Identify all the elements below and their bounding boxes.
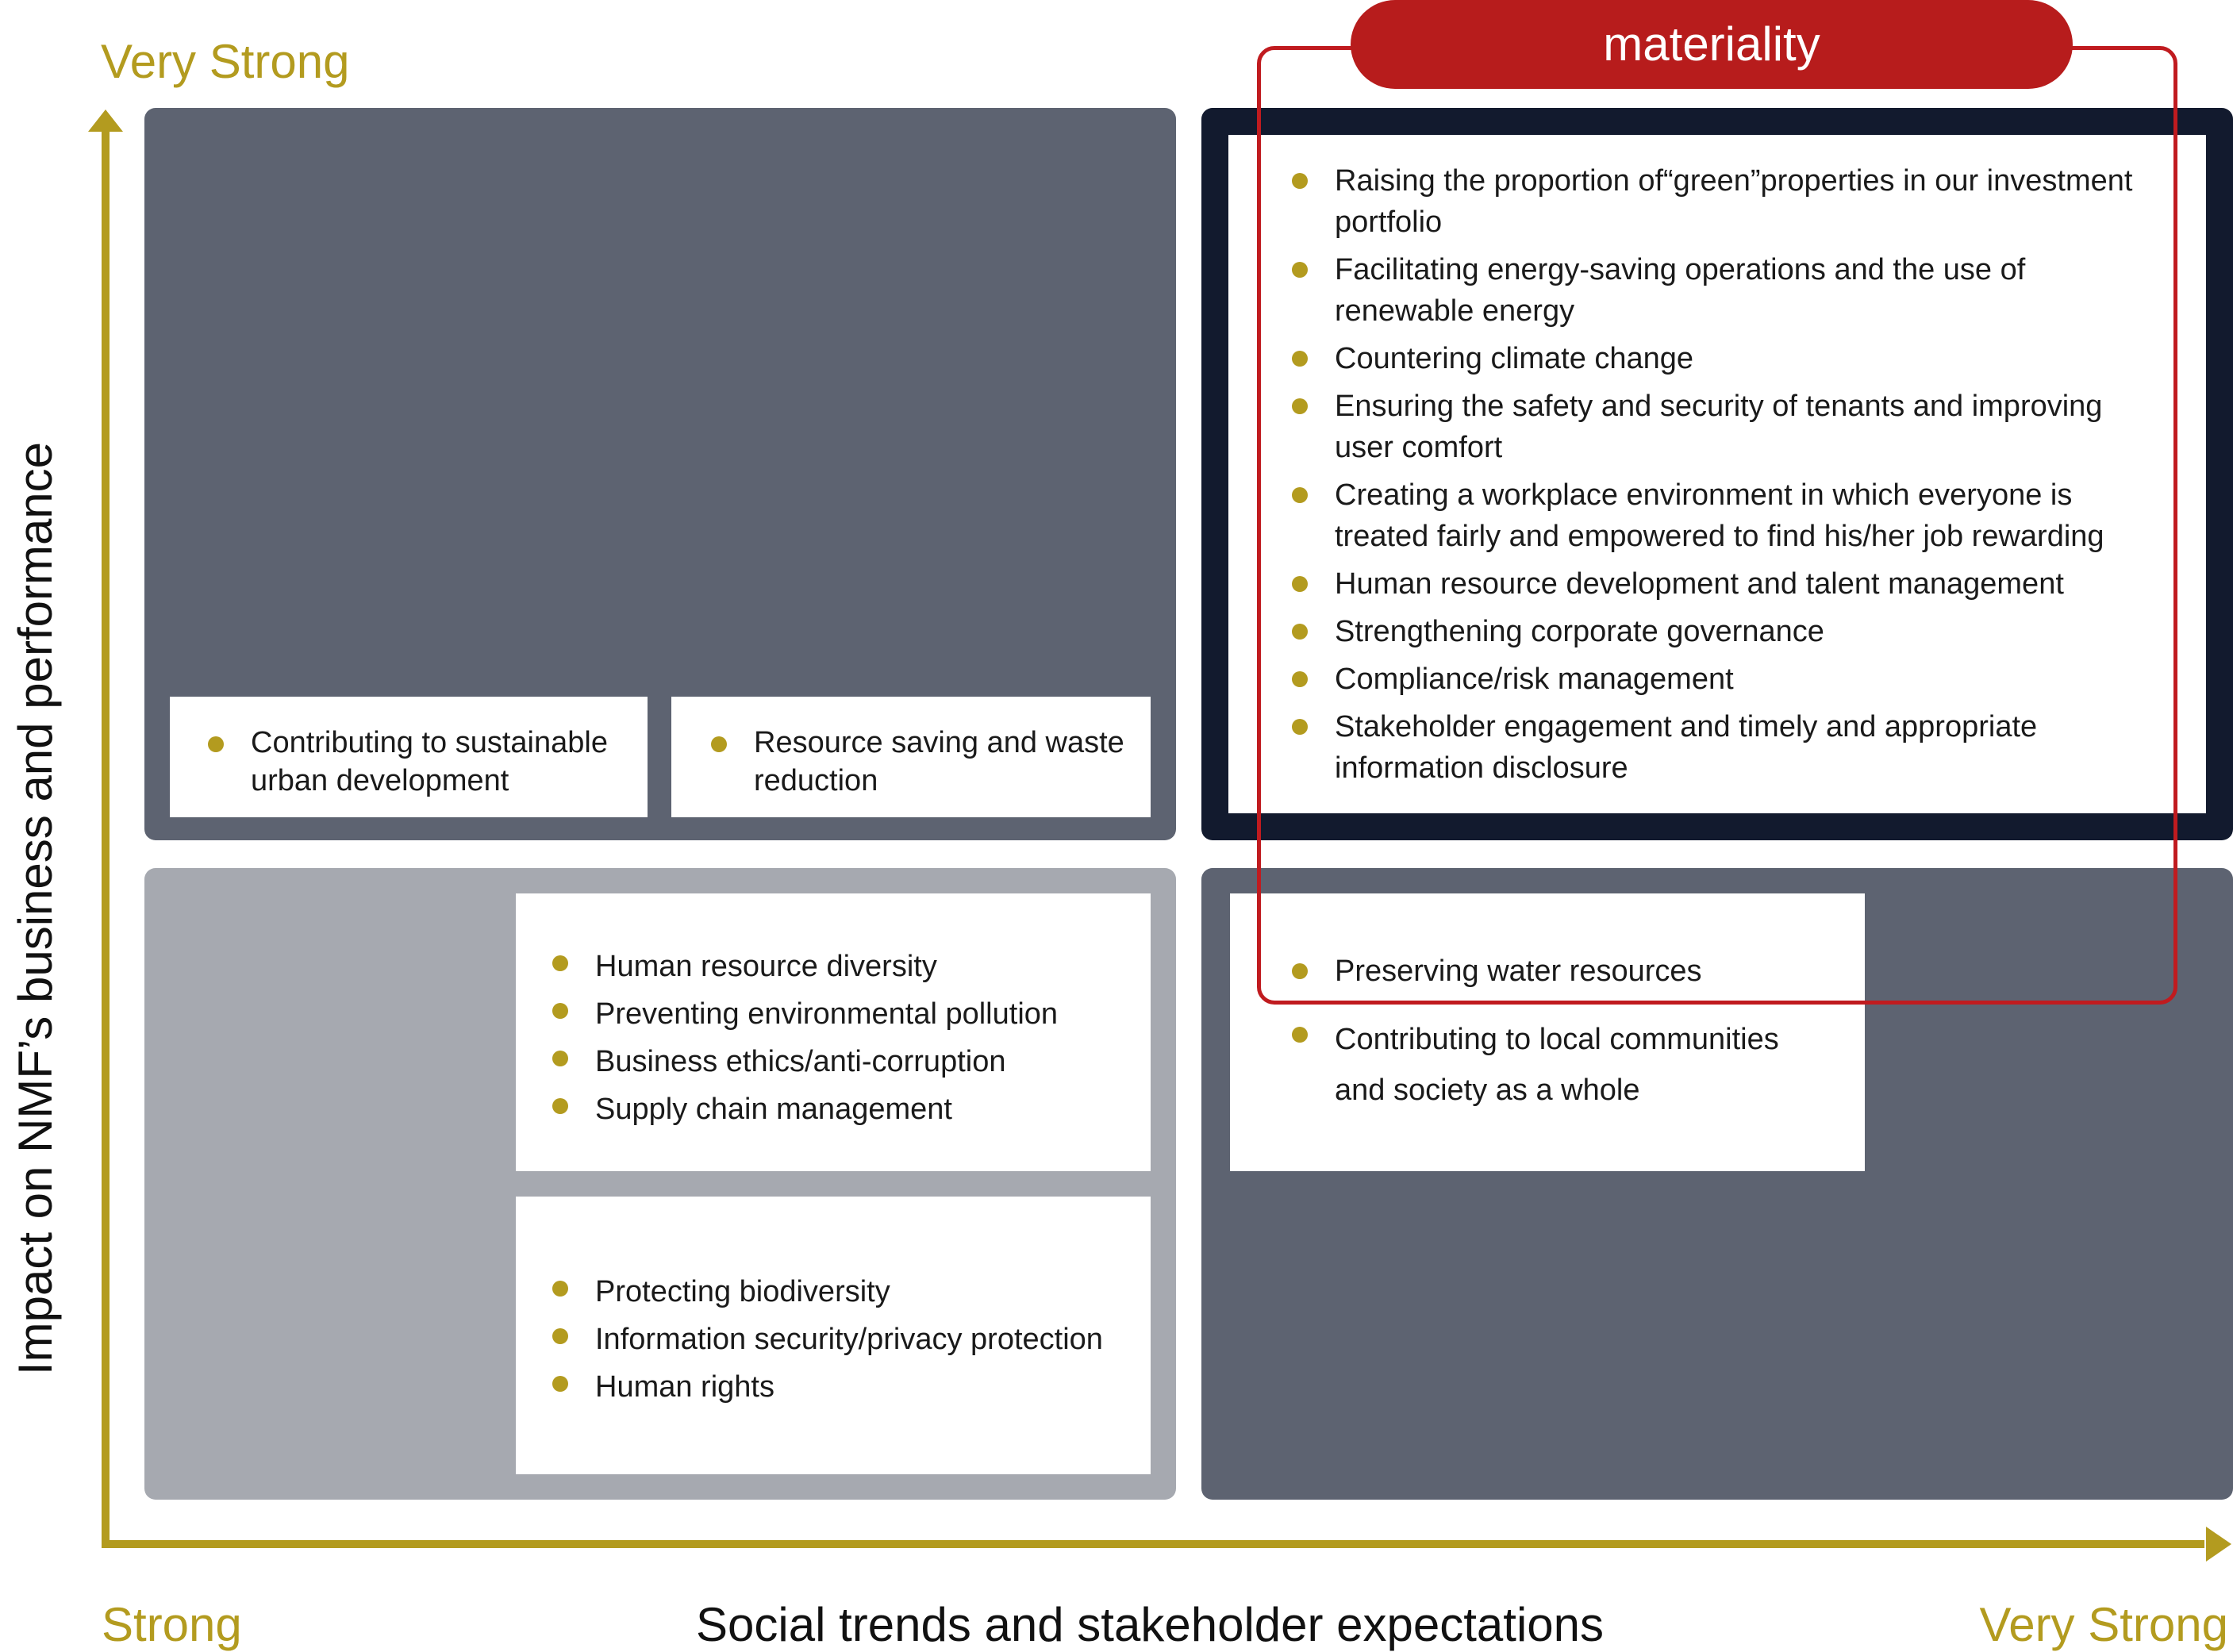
x-axis-low-label: Strong: [102, 1598, 242, 1651]
list-item: Contributing to local communities and society as a whole: [1292, 1014, 1831, 1116]
list-item: Supply chain management: [552, 1085, 1135, 1133]
x-axis-title: Social trends and stakeholder expectations: [696, 1598, 1605, 1651]
card-bottom-left-1: [516, 893, 1151, 1171]
list-item: Facilitating energy-saving operations and the use of renewable energy: [1292, 249, 2157, 332]
card-bottom-left-2: [516, 1197, 1151, 1474]
list-item: Business ethics/anti-corruption: [552, 1038, 1135, 1085]
list-item: Countering climate change: [1292, 338, 2157, 379]
bullet-list: [552, 943, 1135, 1133]
bullet-list: [711, 724, 1127, 800]
list-item: Information security/privacy protection: [552, 1316, 1135, 1363]
x-axis-high-label: Very Strong: [1979, 1598, 2228, 1651]
card-top-left-2: [671, 697, 1151, 817]
y-axis-high-label: Very Strong: [101, 35, 350, 88]
list-item: Ensuring the safety and security of tenants and improving user comfort: [1292, 386, 2157, 468]
list-item: Stakeholder engagement and timely and appropriate information disclosure: [1292, 706, 2157, 789]
materiality-frame: [1257, 46, 2177, 1005]
list-item: Human resource development and talent management: [1292, 563, 2157, 605]
x-axis-arrowhead: [2206, 1527, 2231, 1562]
list-item: Preserving water resources: [1292, 951, 1847, 992]
list-item: Strengthening corporate governance: [1292, 611, 2157, 652]
list-item: Creating a workplace environment in which everyone is treated fairly and empowered to find his/her job rewarding: [1292, 474, 2157, 557]
bullet-list: [208, 724, 624, 800]
list-item: Human rights: [552, 1363, 1135, 1411]
list-item: Compliance/risk management: [1292, 659, 2157, 700]
bullet-list: [1292, 1014, 1831, 1116]
y-axis-title: Impact on NMF’s business and performance: [9, 441, 62, 1376]
list-item: Resource saving and waste reduction: [711, 724, 1127, 800]
bullet-list: [552, 1268, 1135, 1411]
card-top-left-1: [170, 697, 648, 817]
list-item: Preventing environmental pollution: [552, 990, 1135, 1038]
list-item: Raising the proportion of“green”properties in our investment portfolio: [1292, 160, 2157, 243]
list-item: Protecting biodiversity: [552, 1268, 1135, 1316]
list-item: Contributing to sustainable urban development: [208, 724, 624, 800]
y-axis-arrowhead: [88, 109, 123, 132]
materiality-label: materiality: [1351, 0, 2073, 89]
list-item: Human resource diversity: [552, 943, 1135, 990]
